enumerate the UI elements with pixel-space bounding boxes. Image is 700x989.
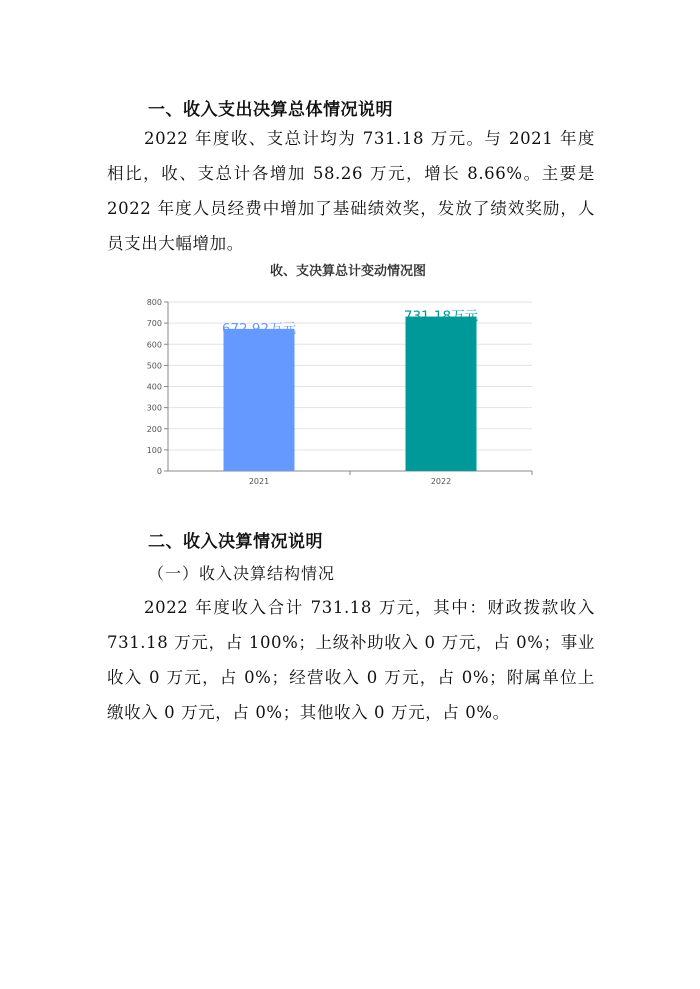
y-tick-label-600: 600 [146, 340, 162, 350]
section-1-heading: 一、收入支出决算总体情况说明 [148, 100, 393, 120]
data-label-2021: 672.92万元 [221, 320, 297, 337]
bar-2022 [406, 317, 477, 471]
section-2-paragraph [107, 590, 595, 730]
y-tick-label-300: 300 [146, 403, 162, 413]
section-1-paragraph-text: 2022 年度收、支总计均为 731.18 万元。与 2021 年度相比，收、支总计各增加 58.26 万元，增长 8.66%。主要是 2022 年度人员经费中增加了基础绩效奖，发放了绩效奖励，人员支出大幅增加。 [107, 129, 595, 253]
y-tick-label-500: 500 [146, 361, 162, 371]
income-expense-change-chart [130, 262, 540, 497]
y-tick-label-200: 200 [146, 424, 162, 434]
section-2-heading: 二、收入决算情况说明 [148, 532, 323, 552]
y-tick-label-700: 700 [146, 319, 162, 329]
section-1-paragraph [107, 121, 595, 261]
section-2-subheading: （一）收入决算结构情况 [148, 564, 336, 583]
section-2-paragraph-text: 2022 年度收入合计 731.18 万元，其中：财政拨款收入 731.18 万元，占 100%；上级补助收入 0 万元，占 0%；事业收入 0 万元，占 0%；经营收入 0 万元，占 0%；附属单位上缴收入 0 万元，占 0%；其他收入 0 万元，占 0%。 [107, 598, 595, 722]
data-label-2022: 731.18万元 [403, 308, 479, 325]
bar-2021 [224, 329, 295, 471]
chart-title: 收、支决算总计变动情况图 [269, 264, 427, 279]
x-tick-label-2021: 2021 [248, 477, 270, 486]
y-tick-label-100: 100 [146, 445, 162, 455]
chart-bars [221, 317, 477, 471]
y-tick-label-800: 800 [146, 298, 162, 307]
y-tick-label-0: 0 [156, 467, 162, 476]
x-tick-label-2022: 2022 [430, 477, 452, 486]
y-tick-label-400: 400 [146, 382, 162, 392]
